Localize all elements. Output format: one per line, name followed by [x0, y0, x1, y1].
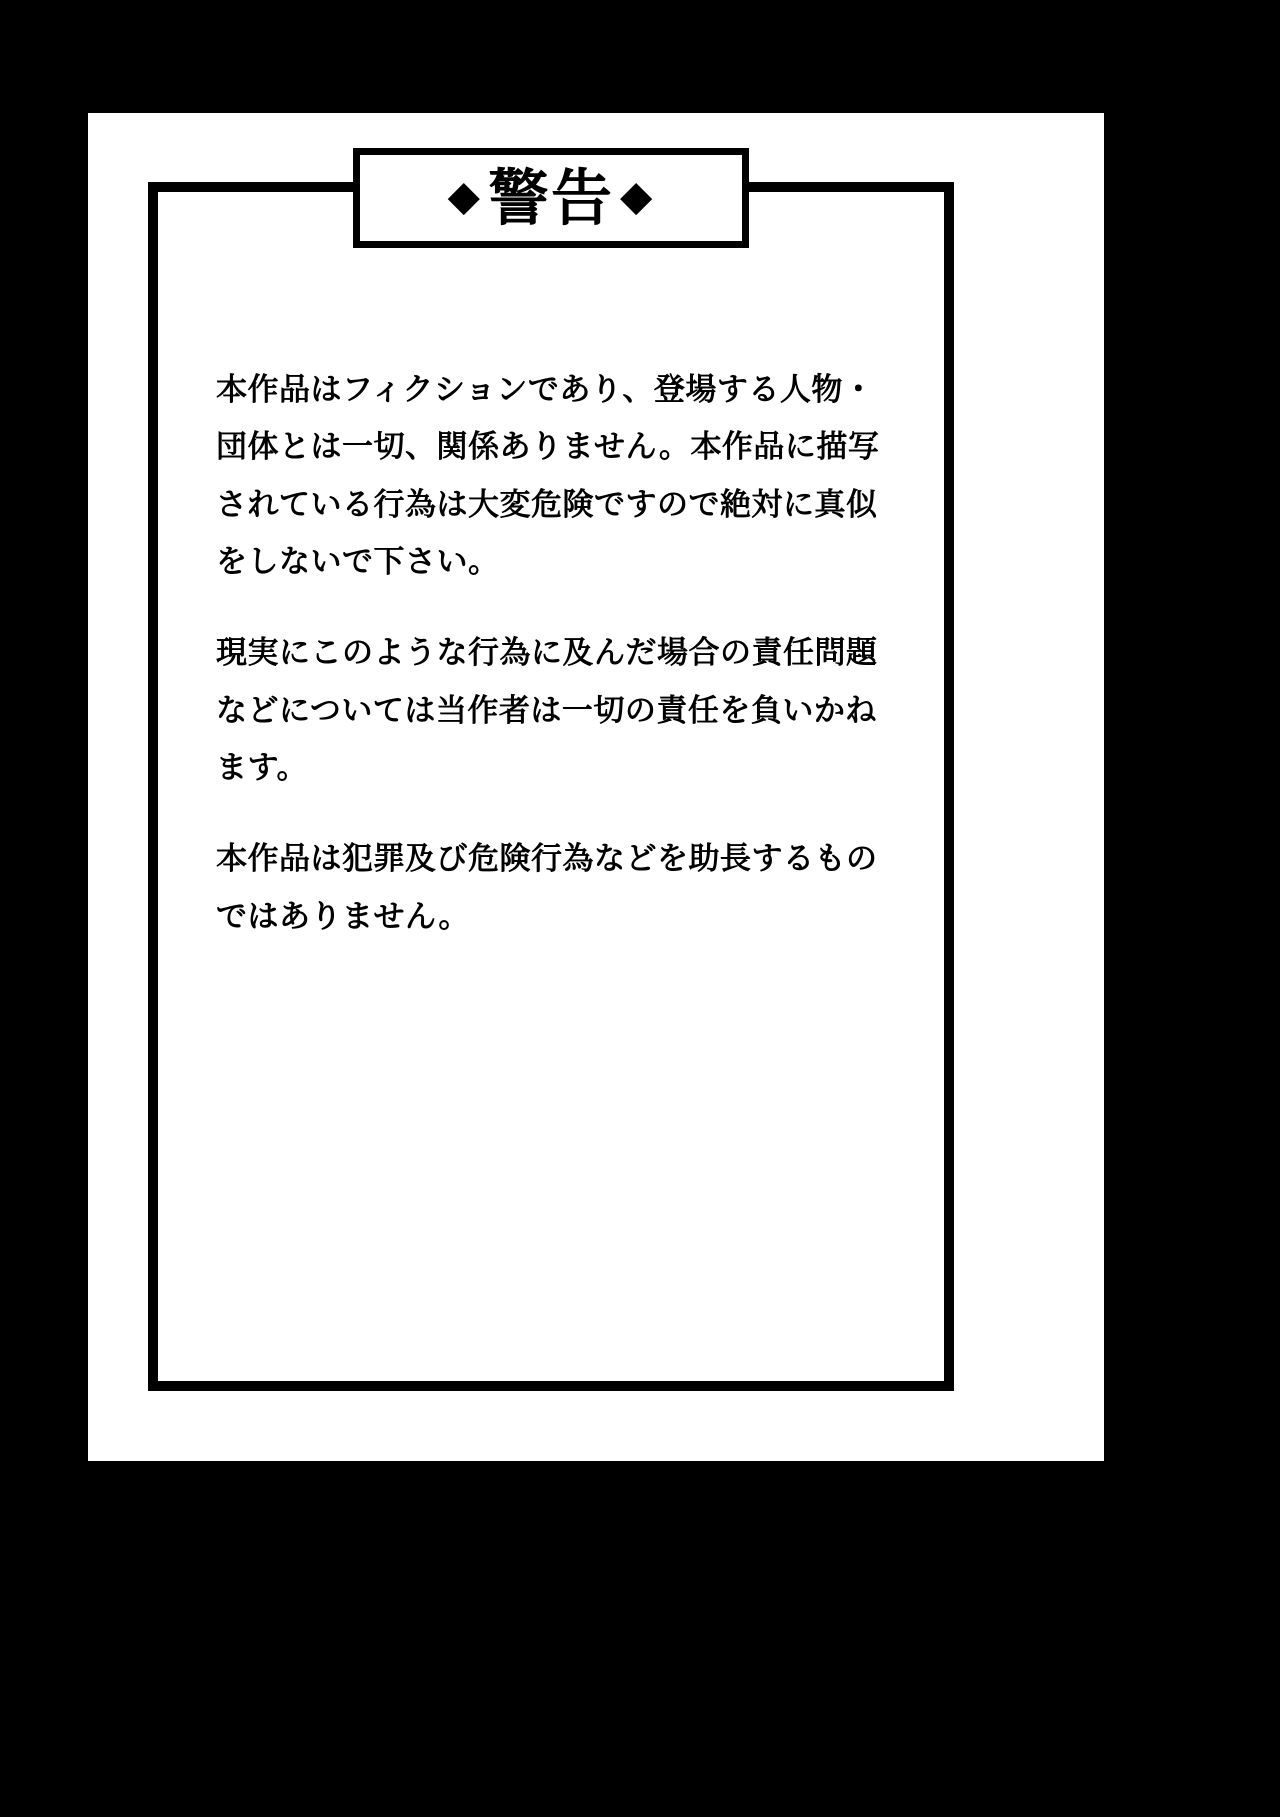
paper-sheet — [88, 113, 1104, 1461]
paragraph-3: 本作品は犯罪及び危険行為などを助長するものではありません。 — [216, 841, 878, 935]
content-frame — [148, 162, 954, 1391]
page-title — [447, 162, 655, 234]
paragraph-1: 本作品はフィクションであり、登場する人物・団体とは一切、関係ありません。本作品に描写されている行為は大変危険ですので絶対に真似をしないで下さい。 — [216, 372, 880, 581]
paragraph-2: 現実にこのような行為に及んだ場合の責任問題などについては当作者は一切の責任を負いかねます。 — [216, 635, 878, 787]
title-plate — [353, 148, 749, 248]
title-label: 警告 — [487, 162, 614, 234]
disclaimer-body — [216, 362, 892, 946]
diamond-icon-left: ◆ — [447, 171, 482, 220]
diamond-icon-right: ◆ — [620, 171, 655, 220]
